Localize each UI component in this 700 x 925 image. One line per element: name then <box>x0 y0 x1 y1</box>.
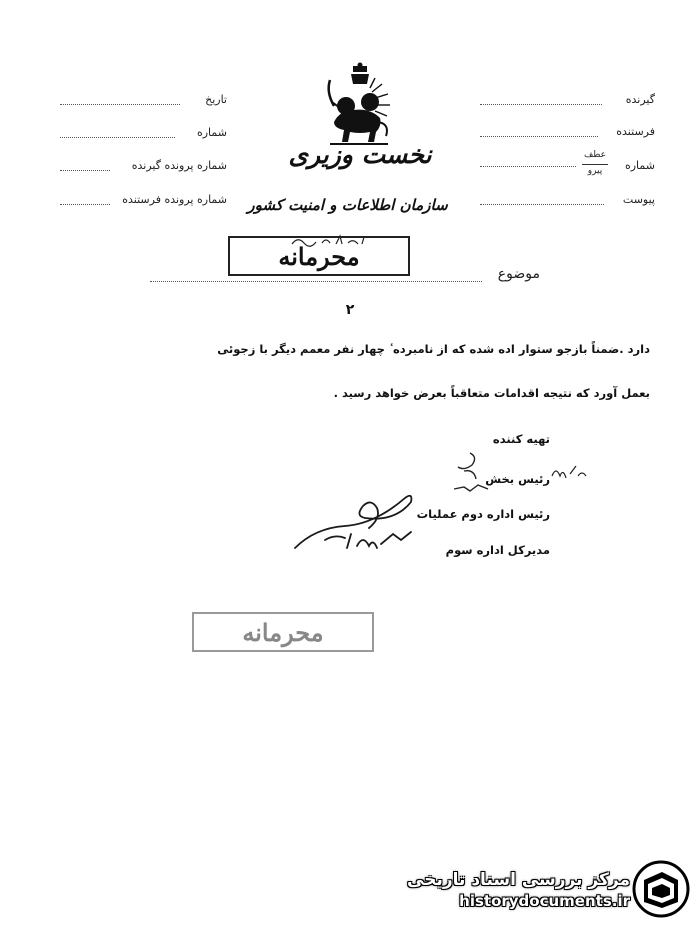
number-field-line <box>60 137 175 138</box>
reference-number-label: شماره <box>624 159 655 172</box>
sender-file-number-label: شماره پرونده فرستنده <box>122 193 227 206</box>
archive-logo-icon <box>632 860 690 918</box>
organization-subtitle: سازمان اطلاعات و امنیت کشور <box>247 196 448 214</box>
archive-center-name: مرکز بررسی اسناد تاریخی <box>407 870 630 890</box>
reference-number-line <box>480 166 576 167</box>
attachment-field-line <box>480 204 604 205</box>
section-head-signature-icon <box>440 445 500 500</box>
organization-title: نخست وزیری <box>288 140 432 169</box>
initials-mark-icon <box>550 462 590 482</box>
receiver-file-number-line <box>60 170 110 171</box>
recipient-field-line <box>480 104 602 105</box>
number-label: شماره <box>196 126 227 139</box>
section-head-label: رئیس بخش <box>485 472 550 486</box>
sender-label: فرستنده <box>616 125 655 138</box>
sender-file-number-line <box>60 204 110 205</box>
body-line-1: دارد .ضمناً بازجو ستوار اده شده که از نامبرده ٔ چهار نفر معمم دیگر با زجوئی <box>217 342 650 356</box>
preparer-label: تهیه کننده <box>492 432 550 446</box>
receiver-file-number-label: شماره پرونده گیرنده <box>131 159 227 172</box>
attachment-label: پیوست <box>622 193 655 206</box>
confidential-stamp: محرمانه <box>228 236 410 276</box>
follow-up-sub-label: پیرو <box>587 166 603 176</box>
reference-sub-label: عطف <box>583 150 607 160</box>
body-line-2: بعمل آورد که نتیجه اقدامات متعاقباً بعرض خواهد رسید . <box>333 386 650 400</box>
bottom-confidential-stamp: محرمانه <box>192 612 374 652</box>
handwritten-note-icon <box>290 234 370 248</box>
lion-and-sun-emblem-icon <box>320 62 400 150</box>
fraction-divider <box>582 164 608 165</box>
date-field-line <box>60 104 180 105</box>
department-head-label: رئیس اداره دوم عملیات <box>416 507 550 521</box>
main-signature-icon <box>285 488 425 556</box>
director-general-label: مدیرکل اداره سوم <box>445 543 550 557</box>
subject-field-line <box>150 281 482 282</box>
recipient-label: گیرنده <box>625 93 655 106</box>
subject-label: موضوع <box>497 266 540 282</box>
archive-website[interactable]: historydocuments.ir <box>459 892 630 910</box>
sender-field-line <box>480 136 598 137</box>
date-label: تاریخ <box>205 93 227 106</box>
page-number: ۲ <box>345 302 355 318</box>
